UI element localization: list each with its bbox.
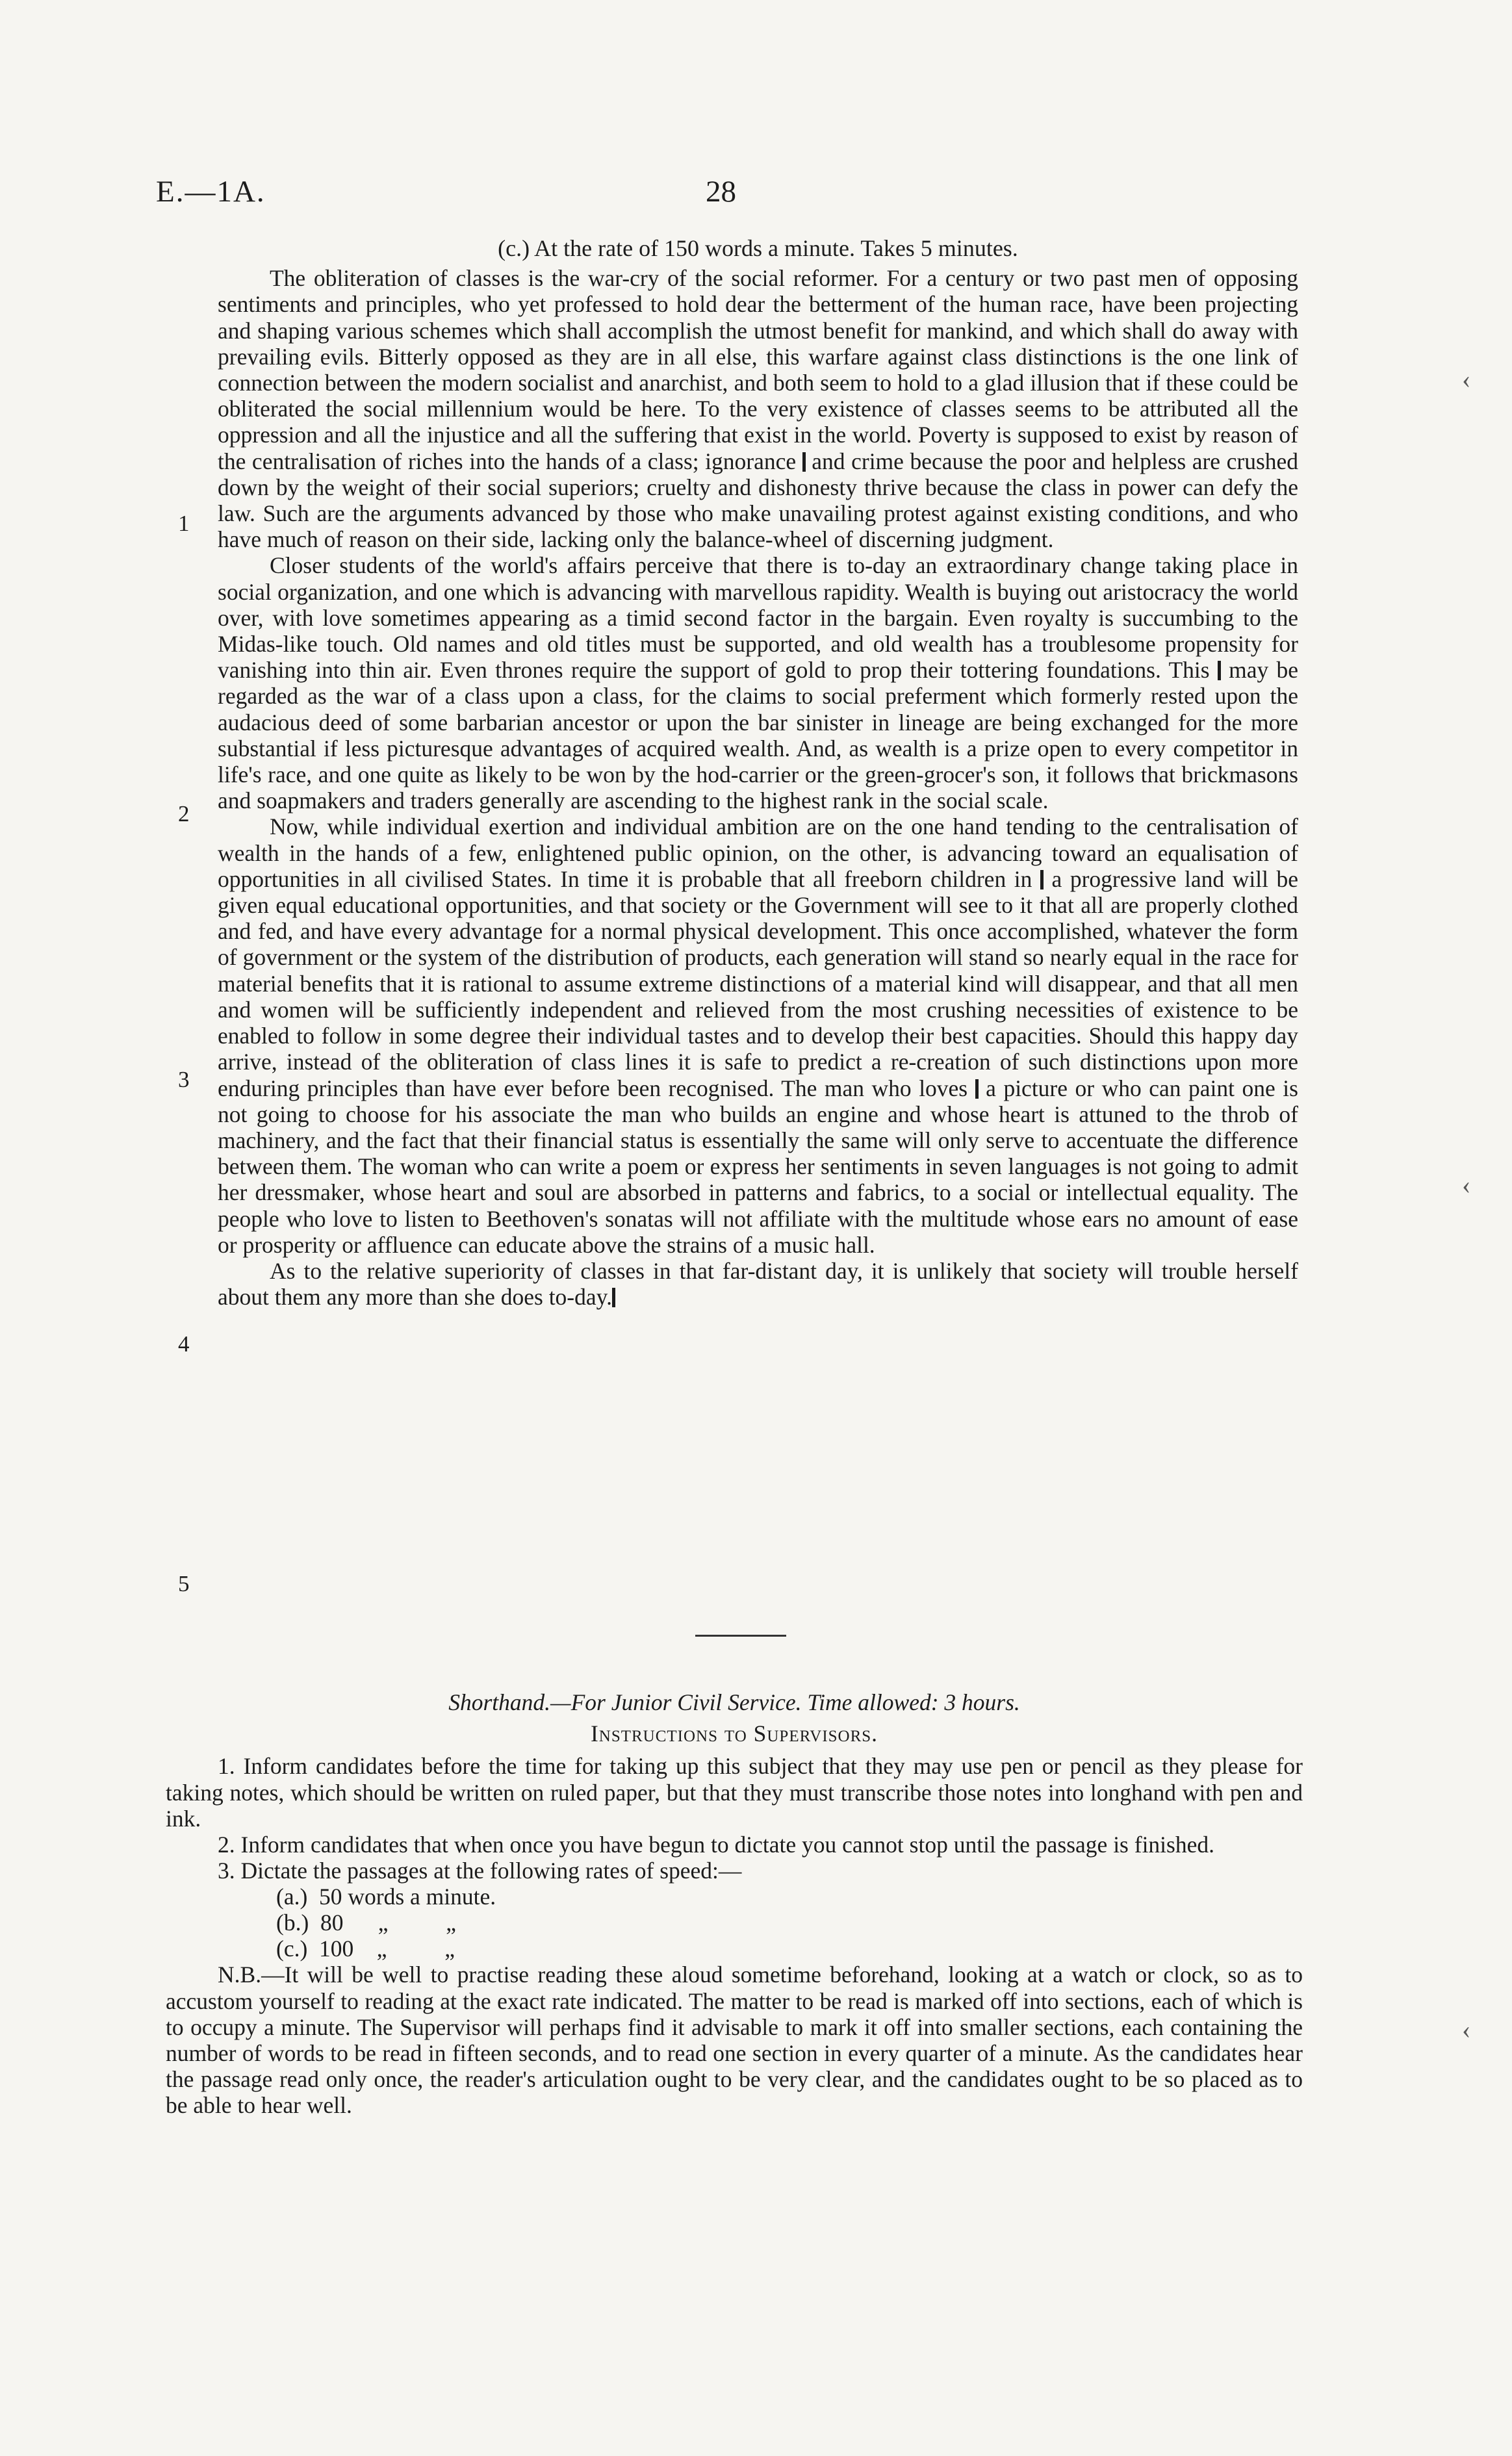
note-paragraph: N.B.—It will be well to practise reading these aloud sometime beforehand, looking at a watch or clock, so as to accustom yourself to reading at the exact rate indicated. The matter to be read is marked off into sections, each of which is to occupy a minute. The Supervisor will perhaps find it advisable to mark it off into smaller sections, each containing the number of words to be read in fifteen seconds, and to read one section in every quarter of a minute. As the candidates hear the passage read only once, the reader's articulation ought to be very clear, and the candidates ought to be so placed as to be able to hear well. xyxy=(166,1962,1303,2119)
section-number: 4 xyxy=(178,1331,190,1357)
page-reference: E.—1A. xyxy=(156,175,266,209)
page-number: 28 xyxy=(706,175,736,209)
text-segment: and crime because the poor and helpless are crushed down by the weight of their social superiors; cruelty and dishonesty thrive because the class in power can defy the law. Such are the arguments advanced by those who make unavailing protest against existing conditions, and who have much of reason on their side, lacking only the balance-wheel of discerning judgment. xyxy=(218,448,1299,553)
section-marker xyxy=(975,1079,979,1099)
section-marker xyxy=(612,1288,615,1307)
section-number: 5 xyxy=(178,1571,190,1596)
section-number: 1 xyxy=(178,511,190,536)
paragraph-1 xyxy=(218,265,1298,552)
instruction-3: 3. Dictate the passages at the following rates of speed:— xyxy=(218,1858,742,1884)
passage-heading: (c.) At the rate of 150 words a minute. Takes 5 minutes. xyxy=(498,235,1018,261)
text-segment: The obliteration of classes is the war-cry of the social reformer. For a century or two past men of opposing sentiments and principles, who yet professed to hold dear the betterment of the human race, have been projecting and shaping various schemes which shall accomplish the utmost benefit for mankind, and which shall do away with prevailing evils. Bitterly opposed as they are in all else, this warfare against class distinctions is the one link of connection between the modern socialist and anarchist, and both seem to hold to a glad illusion that if these could be obliterated the social millennium would be here. To the very existence of classes seems to be attributed all the oppression and all the injustice and all the suffering that exist in the world. Poverty is supposed to exist by reason of the centralisation of riches into the hands of a class; ignorance xyxy=(218,265,1298,474)
section-marker xyxy=(1218,661,1221,680)
section-divider xyxy=(695,1635,786,1637)
section-number: 3 xyxy=(178,1067,190,1092)
dictation-passage xyxy=(218,235,1298,1310)
text-segment: Closer students of the world's affairs perceive that there is to-day an extraordinary change taking place in social organization, and one which is advancing with marvellous rapidity. Wealth is buying out aristocracy the world over, with love sometimes appearing as a timid second factor in the bargain. Even royalty is succumbing to the Midas-like touch. Old names and old titles must be supported, and old wealth has a troublesome propensity for vanishing into thin air. Even thrones require the support of gold to prop their tottering foundations. This xyxy=(218,552,1298,684)
rate-item: (b.) 80 „ „ xyxy=(276,1910,457,1936)
text-segment: may be regarded as the war of a class upon a class, for the claims to social preferment which formerly rested upon the audacious deed of some barbarian ancestor or upon the bar sinister in lineage are being exchanged for the more substantial if less picturesque advantages of acquired wealth. And, as wealth is a prize open to every competitor in life's race, and one quite as likely to be won by the hod-carrier or the green-grocer's son, it follows that brickmasons and soapmakers and traders generally are ascending to the highest rank in the social scale. xyxy=(218,657,1298,814)
margin-tick-icon: ‹ xyxy=(1462,365,1471,394)
rate-item: (a.) 50 words a minute. xyxy=(276,1884,496,1910)
section-marker xyxy=(1040,870,1044,889)
text-segment: a picture or who can paint one is not going to choose for his associate the man who builds an engine and whose heart is attuned to the throb of machinery, and the fact that their financial status is essentially the same will only serve to accentuate the difference between them. The woman who can write a poem or express her sentiments in seven languages is not going to admit her dressmaker, whose heart and soul are absorbed in patterns and fabrics, to a social or intellectual equality. The people who love to listen to Beethoven's sonatas will not affiliate with the multitude whose ears no amount of ease or prosperity or affluence can educate above the strains of a music hall. xyxy=(218,1075,1298,1258)
text-segment: As to the relative superiority of classes in that far-distant day, it is unlikely that society will trouble herself about them any more than she does to-day. xyxy=(218,1257,1298,1311)
rate-item: (c.) 100 „ „ xyxy=(276,1936,455,1962)
paragraph-4 xyxy=(218,1258,1298,1310)
instruction-1: 1. Inform candidates before the time for taking up this subject that they may use pen or pencil as they please for taking notes, which should be written on ruled paper, but that they must transcribe those notes into longhand with pen and ink. xyxy=(166,1753,1303,1832)
section-number: 2 xyxy=(178,801,190,826)
instructions-heading: Instructions to Supervisors. xyxy=(590,1720,878,1747)
text-segment: Now, while individual exertion and individual ambition are on the one hand tending to the centralisation of wealth in the hands of a few, enlightened public opinion, on the other, is advancing toward an equalisation of opportunities in all civilised States. In time it is probable that all freeborn children in xyxy=(218,813,1298,892)
paragraph-2 xyxy=(218,552,1298,813)
rates-list xyxy=(166,1884,1303,1962)
paragraph-3 xyxy=(218,813,1298,1257)
instruction-2: 2. Inform candidates that when once you have begun to dictate you cannot stop until the passage is finished. xyxy=(218,1832,1214,1858)
margin-tick-icon: ‹ xyxy=(1462,2015,1471,2044)
shorthand-title: Shorthand.—For Junior Civil Service. Time allowed: 3 hours. xyxy=(448,1689,1020,1715)
text-segment: a progressive land will be given equal educational opportunities, and that society or the Government will see to it that all are properly clothed and fed, and have every advantage for a normal physical development. This once accomplished, whatever the form of government or the system of the distribution of products, each generation will stand so nearly equal in the race for material benefits that it is rational to assume extreme distinctions of a material kind will disappear, and that all men and women will be sufficiently independent and relieved from the most crushing necessities of existence to be enabled to follow in some degree their individual tastes and to develop their best capacities. Should this happy day arrive, instead of the obliteration of class lines it is safe to predict a re-creation of such distinctions upon more enduring principles than have ever before been recognised. The man who loves xyxy=(218,865,1298,1101)
margin-tick-icon: ‹ xyxy=(1462,1170,1471,1199)
shorthand-instructions xyxy=(166,1689,1303,2119)
section-marker xyxy=(802,452,806,472)
